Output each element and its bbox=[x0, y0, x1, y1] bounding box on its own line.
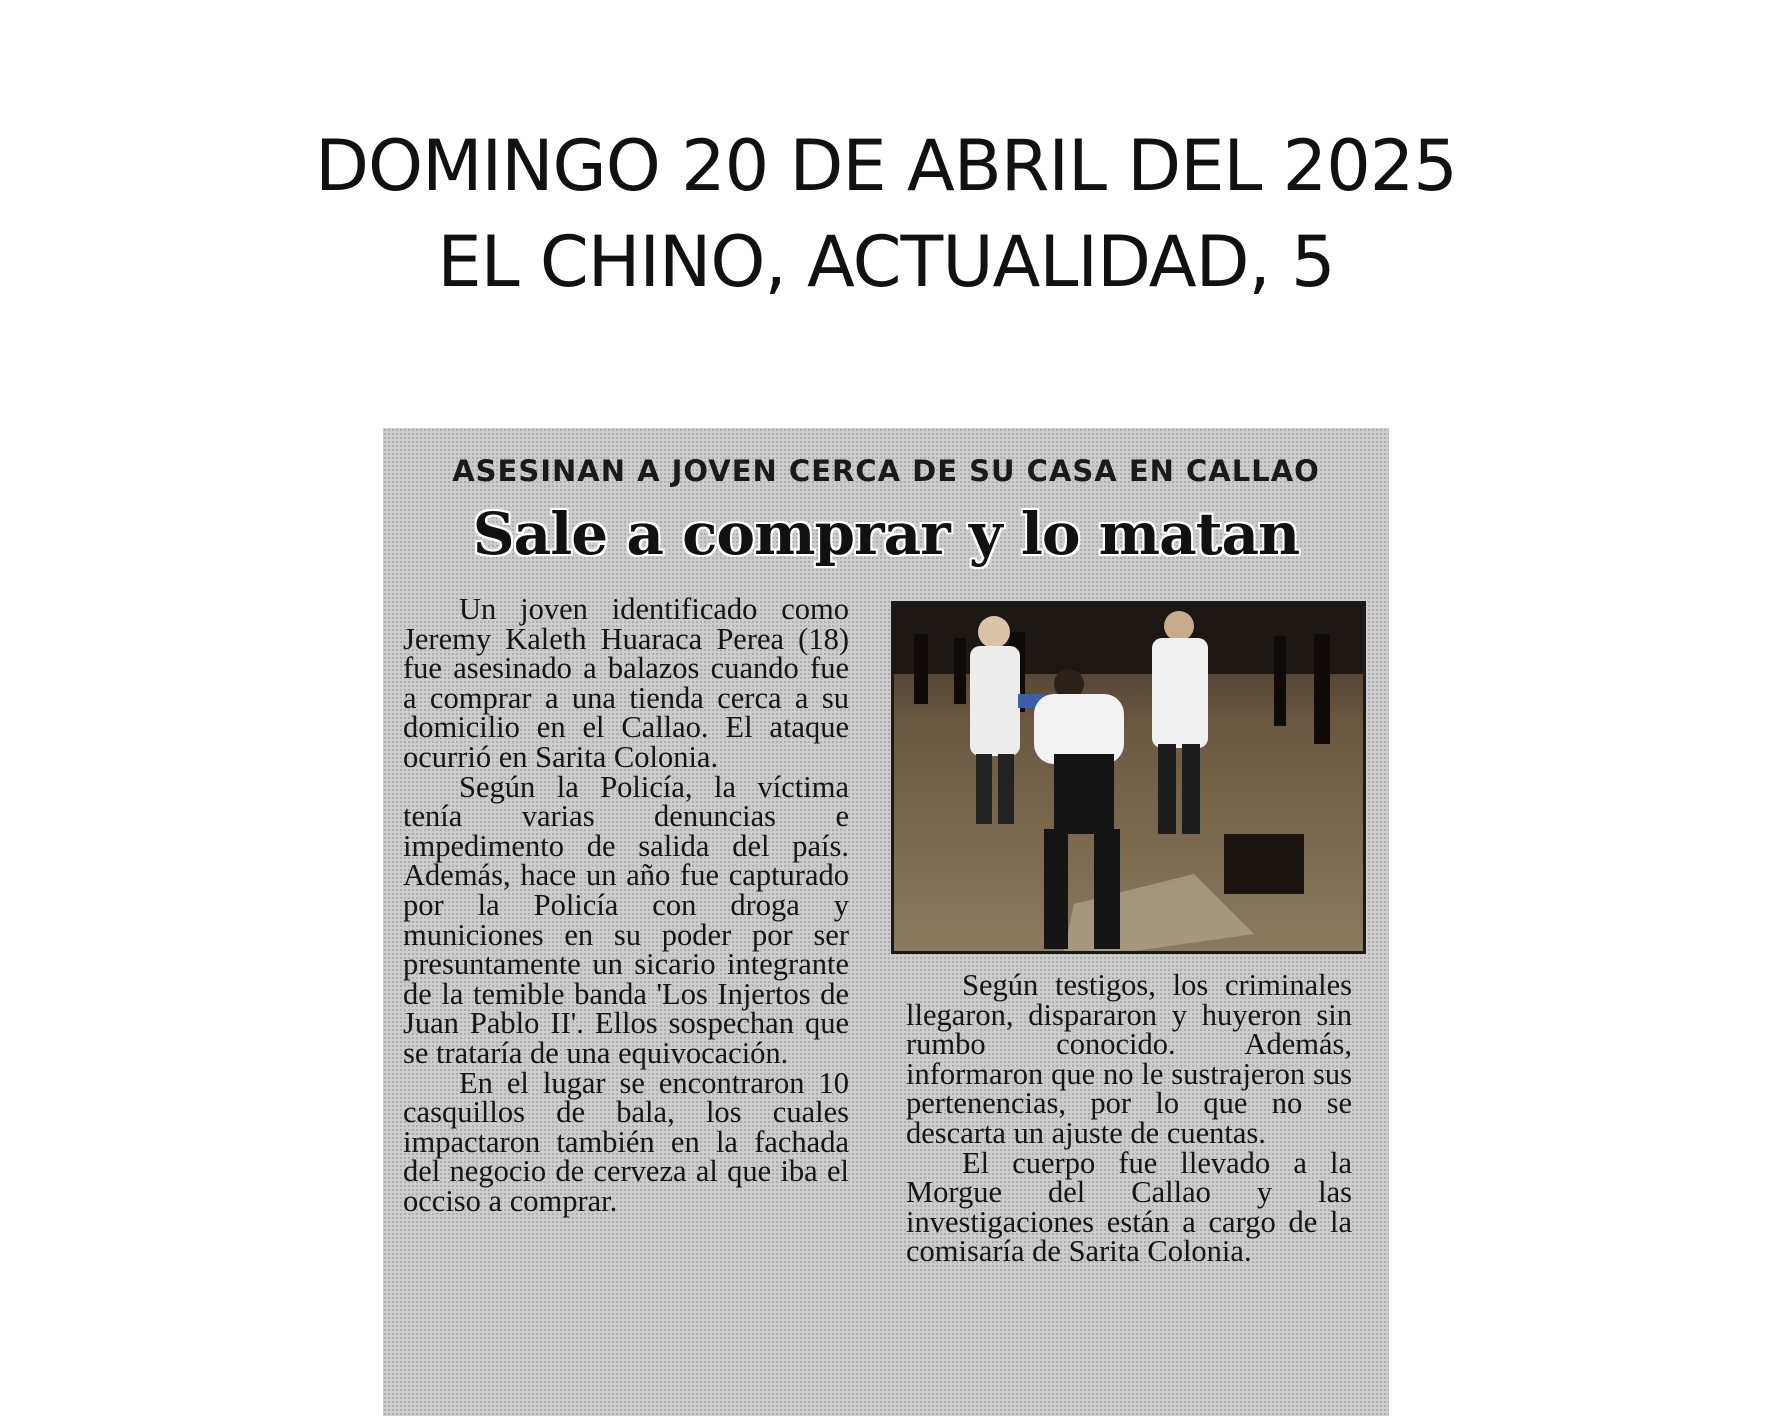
paragraph: En el lugar se encontraron 10 casquillos de bala, los cuales impactaron también en la fachada del negocio de cerveza al que iba el occiso a comprar. bbox=[403, 1065, 849, 1218]
article-right-column bbox=[906, 968, 1352, 1269]
article-kicker: ASESINAN A JOVEN CERCA DE SU CASA EN CALLAO bbox=[452, 454, 1320, 488]
paragraph: El cuerpo fue llevado a la Morgue del Callao y las investigaciones están a cargo de la comisaría de Sarita Colonia. bbox=[906, 1145, 1352, 1269]
article-headline: Sale a comprar y lo matan bbox=[472, 500, 1300, 568]
article-left-column bbox=[403, 592, 849, 1218]
newspaper-clipping bbox=[383, 428, 1389, 1416]
source-line: EL CHINO, ACTUALIDAD, 5 bbox=[437, 221, 1335, 303]
paragraph: Un joven identificado como Jeremy Kaleth Huaraca Perea (18) fue asesinado a balazos cuando fue a comprar a una tienda cerca a su domicilio en el Callao. El ataque ocurrió en Sarita Colonia. bbox=[403, 592, 849, 774]
crime-scene-photo bbox=[891, 601, 1366, 954]
paragraph: Según la Policía, la víctima tenía varias denuncias e impedimento de salida del país. Además, hace un año fue capturado por la Policía con droga y municiones en su poder por ser presuntamente un sicario integrante de la temible banda 'Los Injertos de Juan Pablo II'. Ellos sospechan que se trataría de una equivocación. bbox=[403, 769, 849, 1070]
paragraph: Según testigos, los criminales llegaron, dispararon y huyeron sin rumbo conocido. Además, informaron que no le sustrajeron sus pertenencias, por lo que no se descarta un ajuste de cuentas. bbox=[906, 968, 1352, 1150]
clipping-caption bbox=[0, 118, 1772, 310]
photo-illustration bbox=[894, 604, 1363, 951]
date-line: DOMINGO 20 DE ABRIL DEL 2025 bbox=[315, 125, 1457, 207]
